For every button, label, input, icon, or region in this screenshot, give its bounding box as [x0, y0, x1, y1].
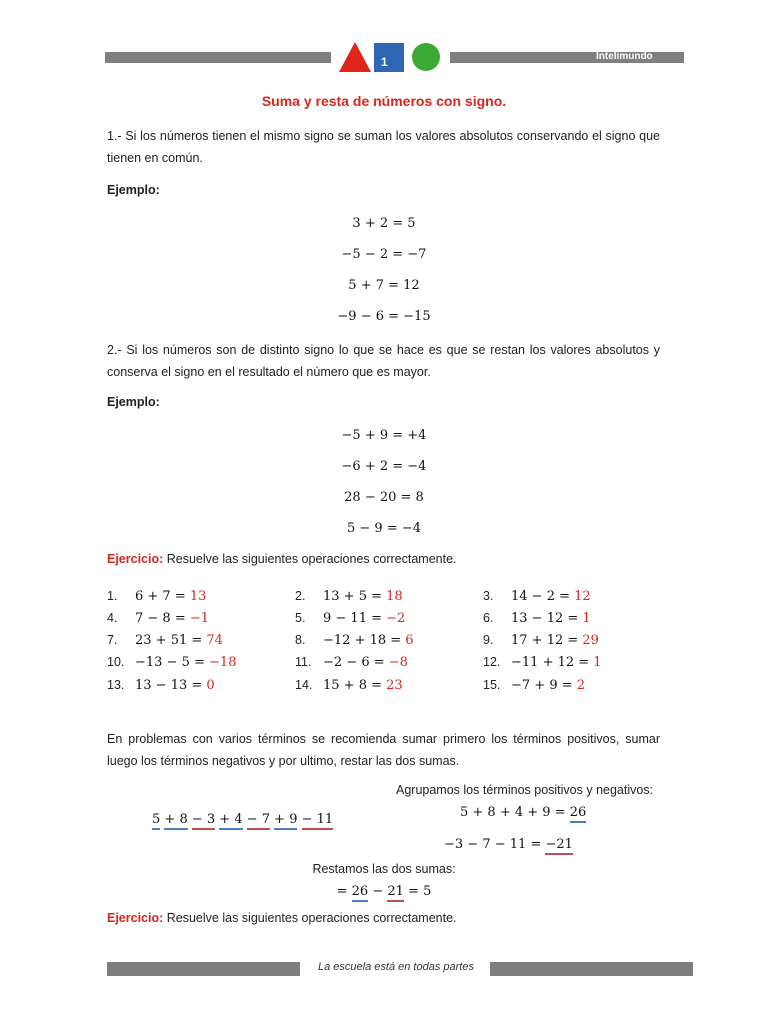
final-equation: = 26 − 21 = 5 — [0, 884, 768, 899]
exercise-answer: 1 — [593, 655, 602, 670]
exercise-item: 12. −11 + 12 = 1 — [483, 655, 602, 670]
logo-number: 1 — [381, 55, 388, 69]
brand-name: Intelimundo — [596, 51, 653, 62]
red-triangle-icon — [339, 42, 371, 72]
rule-1-text: 1.- Si los números tienen el mismo signo se suman los valores absolutos conservando el signo que tienen en común. — [107, 129, 660, 165]
subtract-label: Restamos las dos sumas: — [312, 862, 456, 876]
final-negative: 21 — [387, 884, 404, 902]
positive-sum: 26 — [570, 805, 587, 823]
example-2-eq-1: −5 + 9 = +4 — [341, 428, 427, 443]
multi-term-expression — [152, 812, 333, 827]
exercise-2-instruction: Resuelve las siguientes operaciones correctamente. — [163, 911, 457, 925]
header-bar-left — [105, 52, 331, 63]
exercise-answer: −18 — [209, 655, 237, 670]
example-label-1: Ejemplo: — [107, 183, 160, 197]
green-circle-icon — [412, 43, 440, 71]
exercise-answer: 2 — [576, 678, 586, 693]
exercise-item: 7. 23 + 51 = 74 — [107, 633, 223, 648]
page-title: Suma y resta de números con signo. — [261, 93, 507, 109]
example-1-eq-2: −5 − 2 = −7 — [341, 247, 427, 262]
exercise-answer: 13 — [189, 589, 207, 604]
group-label: Agrupamos los términos positivos y negativos: — [396, 783, 654, 797]
term-positive: + 8 — [164, 812, 187, 830]
example-1-eq-3: 5 + 7 = 12 — [348, 278, 420, 293]
example-2-eq-2: −6 + 2 = −4 — [341, 459, 427, 474]
blue-square-icon — [374, 43, 404, 72]
exercise-item: 8. −12 + 18 = 6 — [295, 633, 414, 648]
exercise-answer: −1 — [189, 611, 210, 626]
exercise-item: 4. 7 − 8 = −1 — [107, 611, 210, 626]
exercise-answer: 1 — [582, 611, 591, 626]
exercise-answer: 0 — [206, 678, 215, 693]
final-positive: 26 — [352, 884, 369, 902]
exercise-answer: 6 — [405, 633, 414, 648]
rule-2-text: 2.- Si los números son de distinto signo lo que se hace es que se restan los valores absolutos y conserva el signo en el resultado el número que es mayor. — [107, 343, 660, 379]
multi-terms-intro: En problemas con varios términos se recomienda sumar primero los términos positivos, sumar luego los términos negativos y por ultimo, restar las dos sumas. — [107, 732, 660, 768]
exercise-answer: 23 — [386, 678, 403, 693]
exercise-answer: 74 — [206, 633, 223, 648]
exercise-item: 11. −2 − 6 = −8 — [295, 655, 408, 670]
exercise-item: 9. 17 + 12 = 29 — [483, 633, 599, 648]
example-2-eq-4: 5 − 9 = −4 — [346, 521, 422, 536]
negative-sum-line: −3 − 7 − 11 = −21 — [444, 837, 573, 852]
term-positive: + 4 — [219, 812, 242, 830]
exercise-item: 14. 15 + 8 = 23 — [295, 678, 403, 693]
footer-bar-right — [490, 962, 693, 976]
term-negative: − 3 — [192, 812, 215, 830]
exercise-2-label: Ejercicio: — [107, 911, 164, 925]
exercise-item: 2. 13 + 5 = 18 — [295, 589, 403, 604]
exercise-item: 6. 13 − 12 = 1 — [483, 611, 591, 626]
term-negative: − 11 — [302, 812, 334, 830]
exercise-2-heading — [107, 911, 457, 925]
exercise-item: 1. 6 + 7 = 13 — [107, 589, 207, 604]
term-positive: + 9 — [274, 812, 297, 830]
exercise-answer: −2 — [386, 611, 406, 626]
positive-sum-line: 5 + 8 + 4 + 9 = 26 — [460, 805, 586, 820]
exercise-label: Ejercicio: — [107, 552, 164, 566]
logo — [338, 40, 444, 74]
footer-bar-left — [107, 962, 300, 976]
example-1-eq-1: 3 + 2 = 5 — [352, 216, 416, 231]
example-2-eq-3: 28 − 20 = 8 — [344, 490, 424, 505]
exercise-answer: 18 — [386, 589, 403, 604]
exercise-item: 13. 13 − 13 = 0 — [107, 678, 215, 693]
example-label-2: Ejemplo: — [107, 395, 160, 409]
footer-tagline: La escuela está en todas partes — [318, 961, 474, 973]
exercise-instruction: Resuelve las siguientes operaciones correctamente. — [163, 552, 457, 566]
exercise-item: 3. 14 − 2 = 12 — [483, 589, 591, 604]
term-negative: − 7 — [247, 812, 270, 830]
example-1-eq-4: −9 − 6 = −15 — [337, 309, 431, 324]
exercise-heading — [107, 552, 457, 566]
negative-sum: −21 — [545, 837, 572, 855]
term-positive: 5 — [152, 812, 160, 830]
exercise-answer: 29 — [582, 633, 599, 648]
exercise-answer: −8 — [388, 655, 408, 670]
exercise-item: 10. −13 − 5 = −18 — [107, 655, 237, 670]
exercise-item: 5. 9 − 11 = −2 — [295, 611, 406, 626]
exercise-item: 15. −7 + 9 = 2 — [483, 678, 586, 693]
exercise-answer: 12 — [574, 589, 591, 604]
